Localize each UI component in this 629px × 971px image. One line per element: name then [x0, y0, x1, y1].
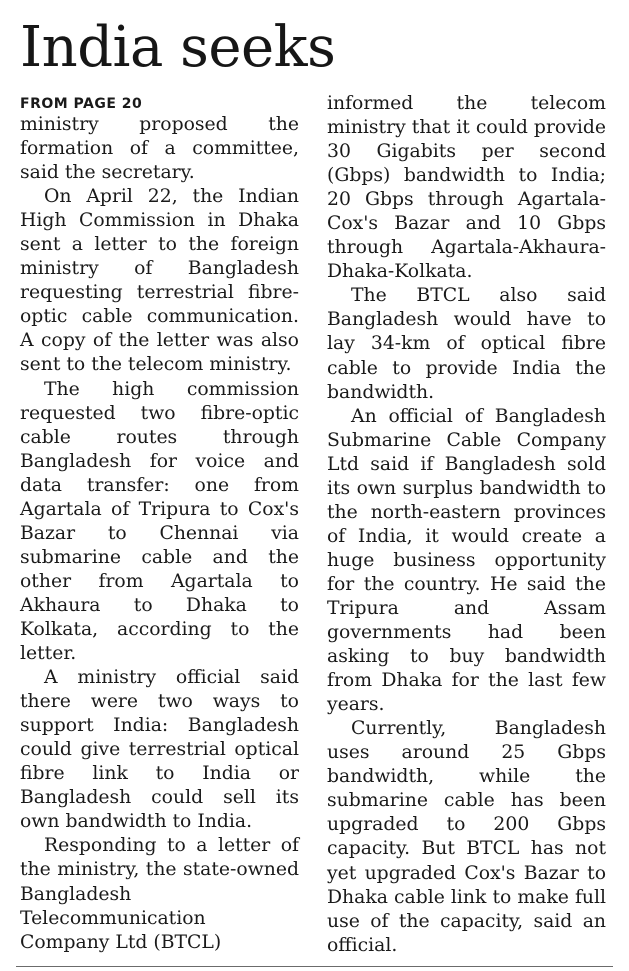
paragraph: ministry proposed the formation of a committee, said the secretary. [20, 114, 299, 184]
continuation-kicker: FROM PAGE 20 [20, 96, 143, 112]
paragraph: informed the telecom ministry that it could provide 30 Gigabits per second (Gbps) bandwidth to India; 20 Gbps through Agartala-Cox's Bazar and 10 Gbps through Agartala-Akhaura-Dhaka-Kolkata. [327, 93, 606, 283]
paragraph: A ministry official said there were two ways to support India: Bangladesh could give terrestrial optical fibre link to India or Bangladesh could sell its own bandwidth to India. [20, 667, 299, 833]
article-column-right [327, 92, 606, 958]
article-column-left [20, 92, 299, 955]
paragraph: Currently, Bangladesh uses around 25 Gbps bandwidth, while the submarine cable has been upgraded to 200 Gbps capacity. But BTCL has not yet upgraded Cox's Bazar to Dhaka cable link to make full use of the capacity, said an official. [327, 718, 606, 956]
paragraph: On April 22, the Indian High Commission in Dhaka sent a letter to the foreign ministry of Bangladesh requesting terrestrial fibre-optic cable communication. A copy of the letter was also sent to the telecom ministry. [20, 186, 299, 376]
paragraph: The high commission requested two fibre-optic cable routes through Bangladesh for voice and data transfer: one from Agartala of Tripura to Cox's Bazar to Chennai via submarine cable and the other from Agartala to Akhaura to Dhaka to Kolkata, according to the letter. [20, 378, 299, 665]
headline: India seeks [20, 15, 336, 80]
paragraph: The BTCL also said Bangladesh would have to lay 34-km of optical fibre cable to provide India the bandwidth. [327, 285, 606, 403]
paragraph: An official of Bangladesh Submarine Cable Company Ltd said if Bangladesh sold its own surplus bandwidth to the north-eastern provinces of India, it would create a huge business opportunity for the country. He said the Tripura and Assam governments had been asking to buy bandwidth from Dhaka for the last few years. [327, 405, 606, 716]
paragraph: Responding to a letter of the ministry, the state-owned Bangladesh Telecommunication Company Ltd (BTCL) [20, 835, 299, 953]
bottom-rule [16, 966, 613, 967]
